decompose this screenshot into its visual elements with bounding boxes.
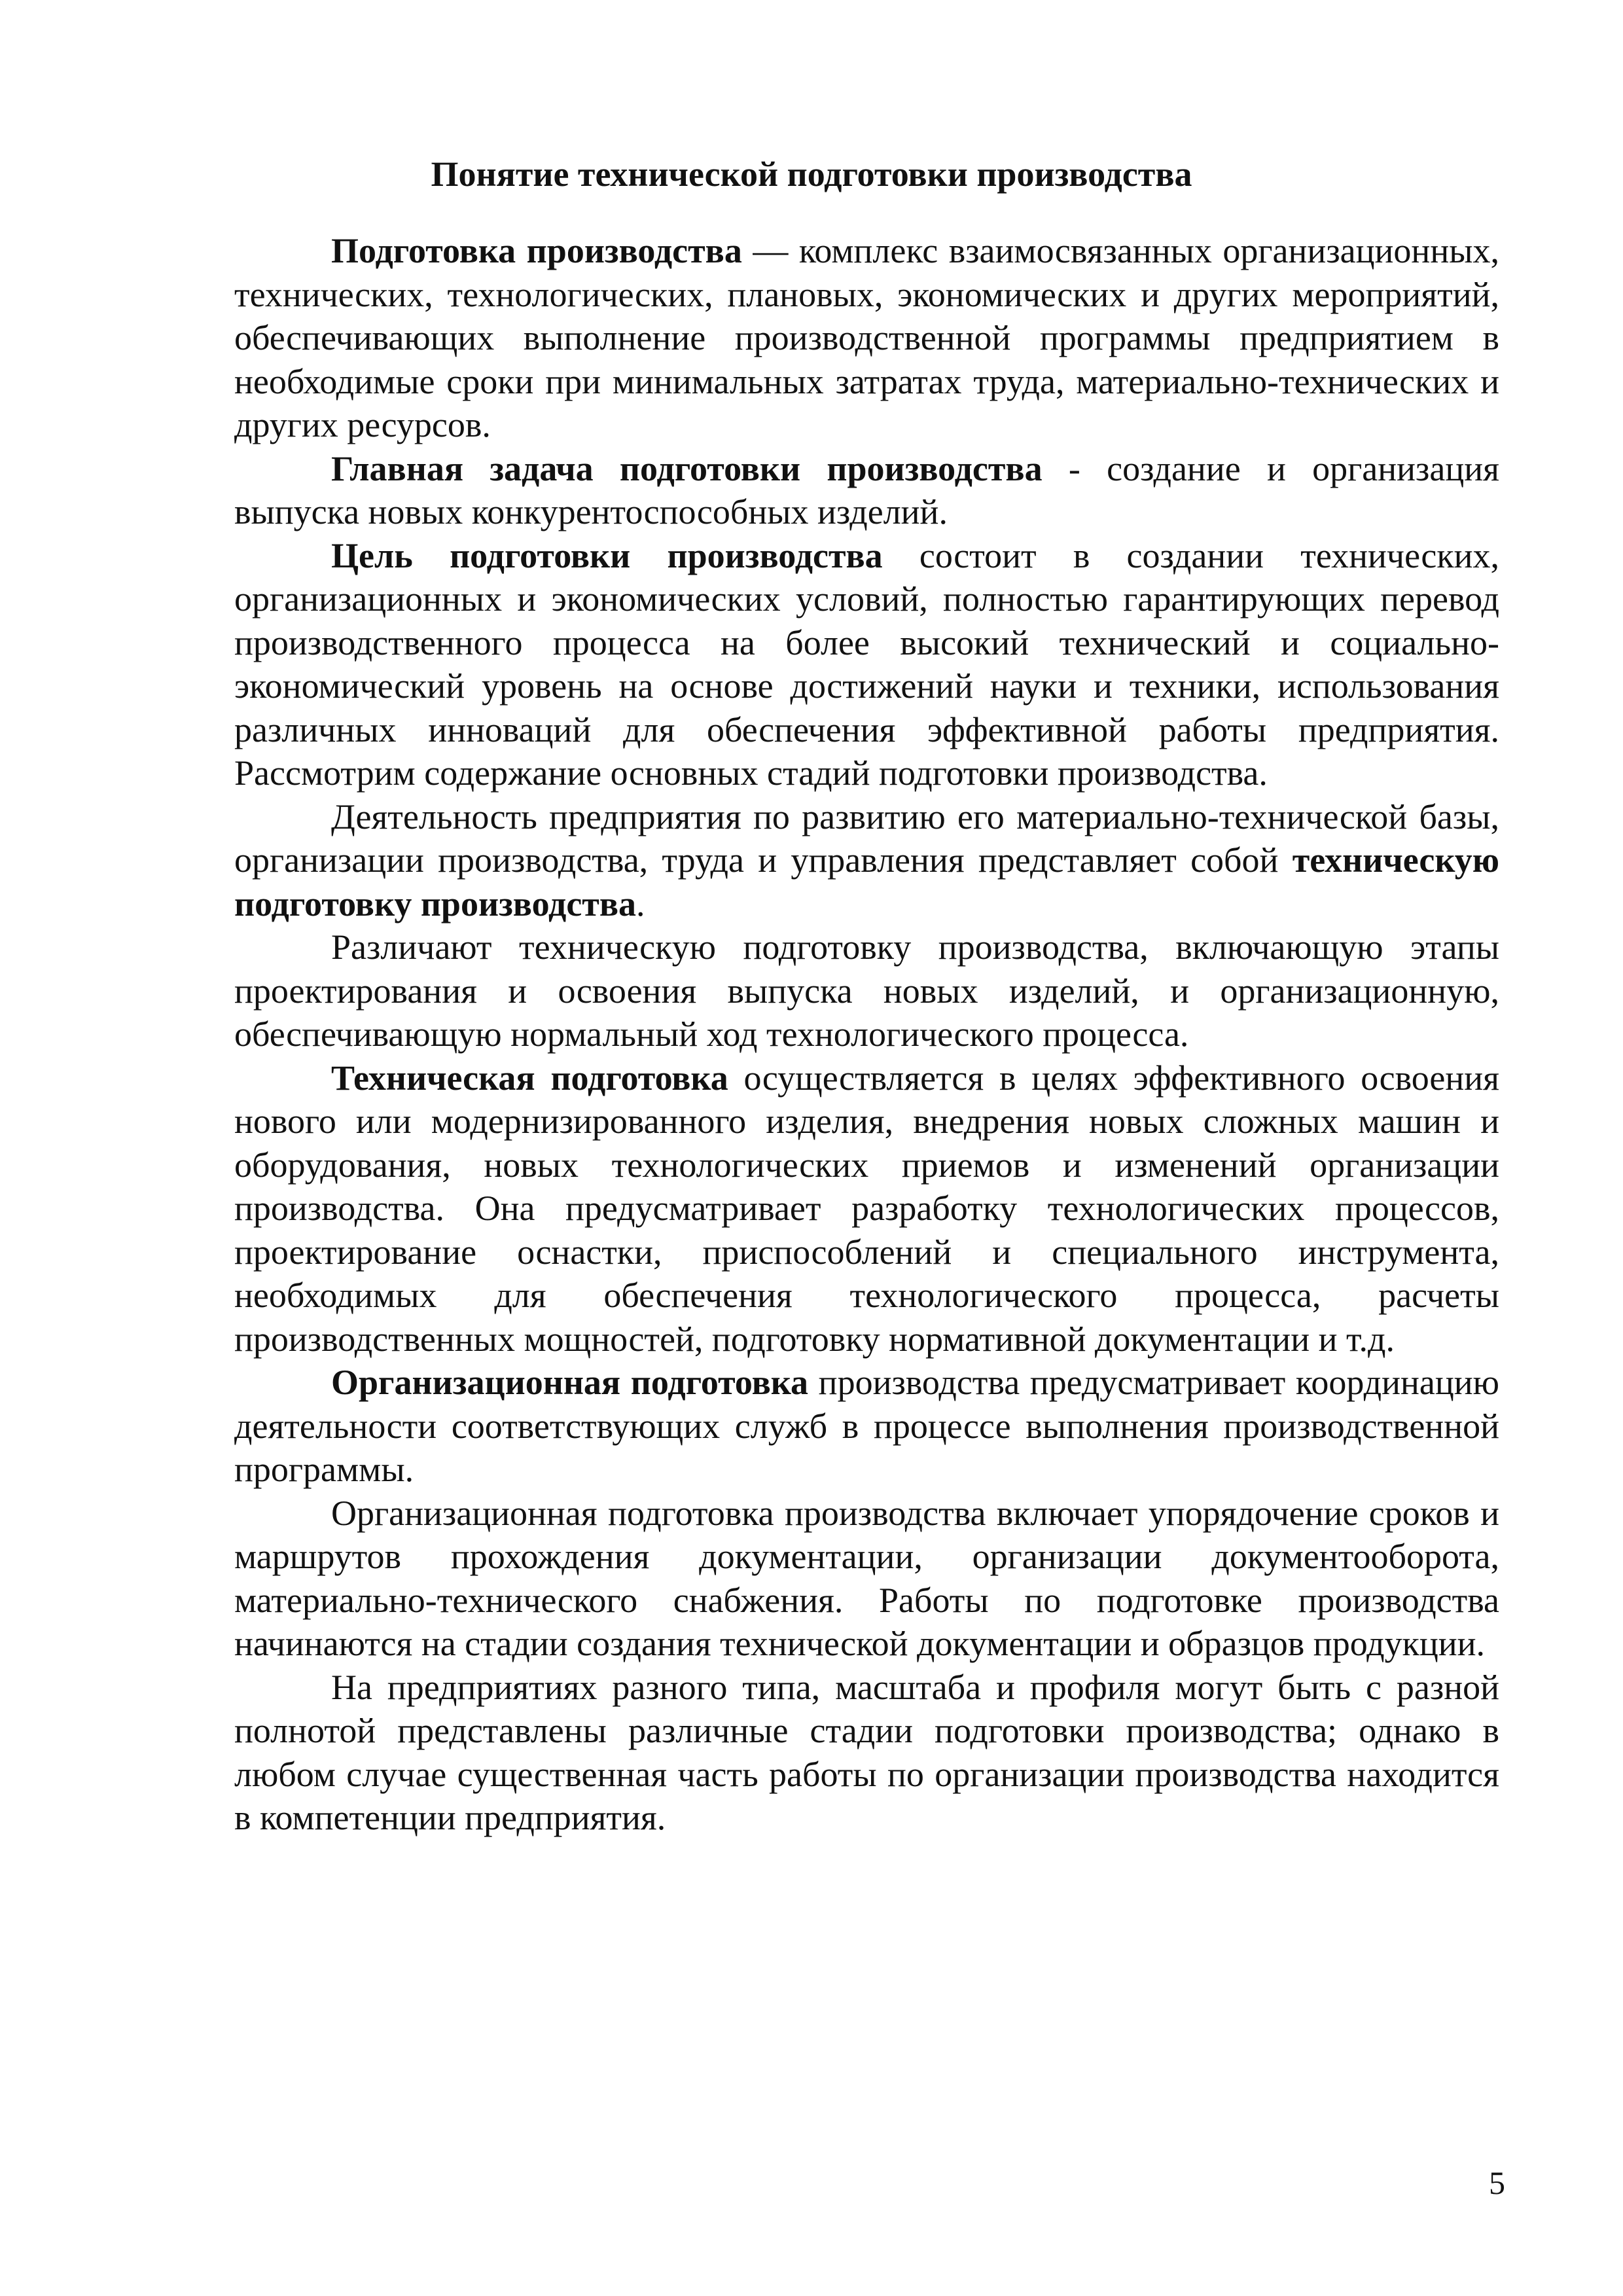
paragraph-organizational-includes <box>234 1492 1499 1666</box>
paragraph-text: Организационная подготовка производства включает упорядочение сроков и маршрутов прохождения документации, организации документооборота, материально-технического снабжения. Работы по подготовке производства начинаются на стадии создания технической документации и образцов продукции. <box>234 1493 1499 1663</box>
paragraph-text: На предприятиях разного типа, масштаба и профиля могут быть с разной полнотой представлены различные стадии подготовки производства; однако в любом случае существенная часть работы по организации производства находится в компетенции предприятия. <box>234 1667 1499 1837</box>
paragraph-preparation-definition <box>234 229 1499 447</box>
document-body <box>234 229 1499 1840</box>
term-organizational-preparation: Организационная подготовка <box>331 1363 809 1402</box>
paragraph-organizational-preparation <box>234 1361 1499 1492</box>
paragraph-text: Различают техническую подготовку производства, включающую этапы проектирования и освоения выпуска новых изделий, и организационную, обеспечивающую нормальный ход технологического процесса. <box>234 927 1499 1054</box>
paragraph-text: производства предусматривает координацию деятельности соответствующих служб в процессе выполнения производственной программы. <box>234 1363 1499 1489</box>
paragraph-goal <box>234 534 1499 795</box>
paragraph-main-task <box>234 447 1499 534</box>
document-title: Понятие технической подготовки производства <box>431 154 1192 194</box>
paragraph-tail: . <box>636 884 645 924</box>
paragraph-text: осуществляется в целях эффективного освоения нового или модернизированного изделия, внедрения новых сложных машин и оборудования, новых технологических приемов и изменений организации производства. Она предусматривает разработку технологических процессов, проектирование оснастки, приспособлений и специального инструмента, необходимых для обеспечения технологического процесса, расчеты производственных мощностей, подготовку нормативной документации и т.д. <box>234 1058 1499 1359</box>
paragraph-text: — комплекс взаимосвязанных организационных, технических, технологических, плановых, экономических и других мероприятий, обеспечивающих выполнение производственной программы предприятием в необходимые сроки при минимальных затратах труда, материально-технических и других ресурсов. <box>234 231 1499 444</box>
paragraph-text: Деятельность предприятия по развитию его материально-технической базы, организации производства, труда и управления представляет собой <box>234 797 1499 880</box>
term-technical-preparation-production: техническую подготовку производства <box>234 840 1499 924</box>
term-main-task: Главная задача подготовки производства <box>331 448 1043 488</box>
paragraph-enterprise-types <box>234 1666 1499 1840</box>
paragraph-text: - создание и организация выпуска новых конкурентоспособных изделий. <box>234 448 1499 531</box>
paragraph-activity <box>234 795 1499 926</box>
term-technical-preparation: Техническая подготовка <box>331 1058 728 1098</box>
term-production-preparation: Подготовка производства <box>331 231 742 270</box>
page-number: 5 <box>1489 2164 1505 2201</box>
paragraph-distinguish <box>234 925 1499 1056</box>
paragraph-technical-preparation <box>234 1056 1499 1361</box>
paragraph-text: состоит в создании технических, организационных и экономических условий, полностью гарантирующих перевод производственного процесса на более высокий технический и социально-экономический уровень на основе достижений науки и техники, использования различных инноваций для обеспечения эффективной работы предприятия. Рассмотрим содержание основных стадий подготовки производства. <box>234 535 1499 793</box>
term-goal: Цель подготовки производства <box>331 535 883 575</box>
